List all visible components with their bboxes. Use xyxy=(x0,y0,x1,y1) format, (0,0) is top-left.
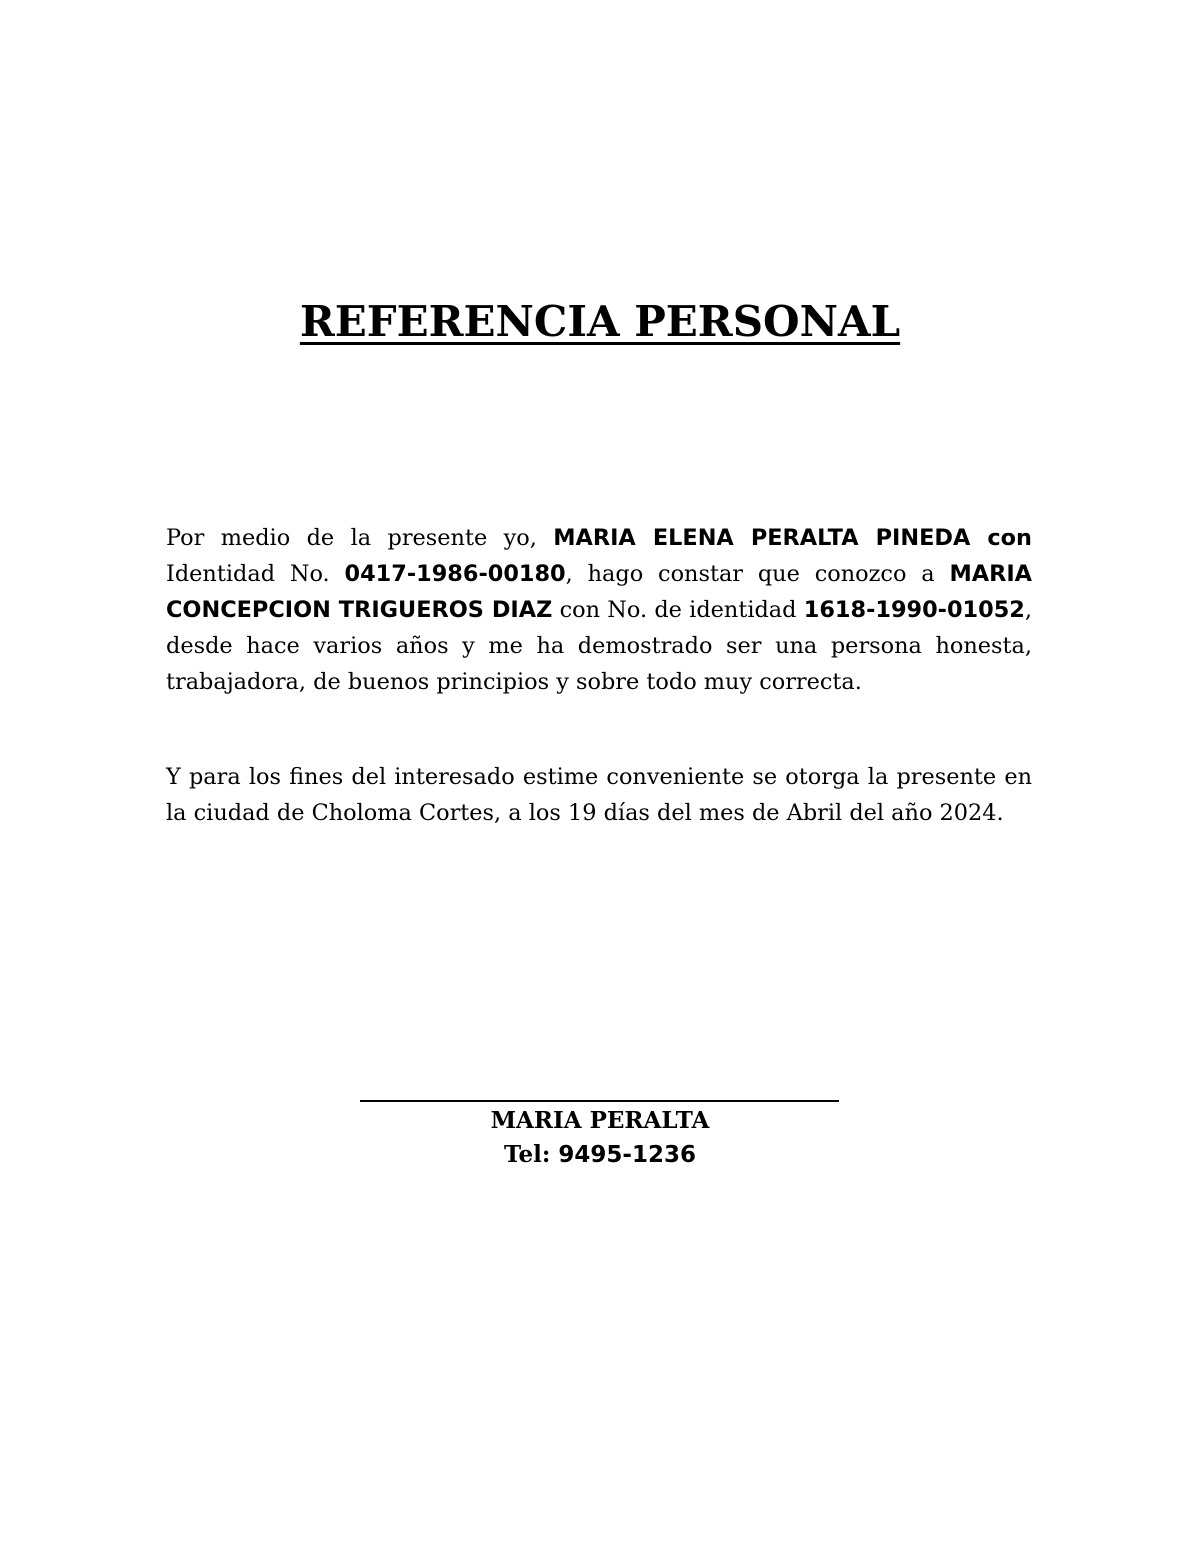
signature-line xyxy=(360,1100,839,1102)
paragraph-text: , desde hace varios años y me ha demostrado ser una persona honesta, trabajadora, de buenos principios y sobre todo muy correcta. xyxy=(166,597,1032,695)
paragraph-text: Identidad No. xyxy=(166,561,345,587)
document-title: REFERENCIA PERSONAL xyxy=(299,297,901,346)
referenced-person-id-number: 1618-1990-01052 xyxy=(803,597,1025,623)
paragraph-text: Por medio de la presente yo, xyxy=(166,525,554,551)
reference-paragraph xyxy=(166,520,1032,700)
phone-number: 9495-1236 xyxy=(558,1142,696,1168)
referenced-person-name: MARIA CONCEPCION TRIGUEROS DIAZ xyxy=(166,561,1032,623)
signer-name: MARIA PERALTA xyxy=(490,1107,710,1134)
referee-id-number: 0417-1986-00180 xyxy=(344,561,566,587)
paragraph-text: , hago constar que conozco a xyxy=(565,561,950,587)
closing-paragraph: Y para los fines del interesado estime conveniente se otorga la presente en la ciudad de Choloma Cortes, a los 19 días del mes de Abril del año 2024. xyxy=(166,764,1032,826)
referee-name: MARIA ELENA PERALTA PINEDA con xyxy=(553,525,1032,551)
phone-label: Tel: xyxy=(504,1141,559,1168)
signer-phone xyxy=(0,1138,1200,1172)
paragraph-text: con No. de identidad xyxy=(552,597,804,623)
